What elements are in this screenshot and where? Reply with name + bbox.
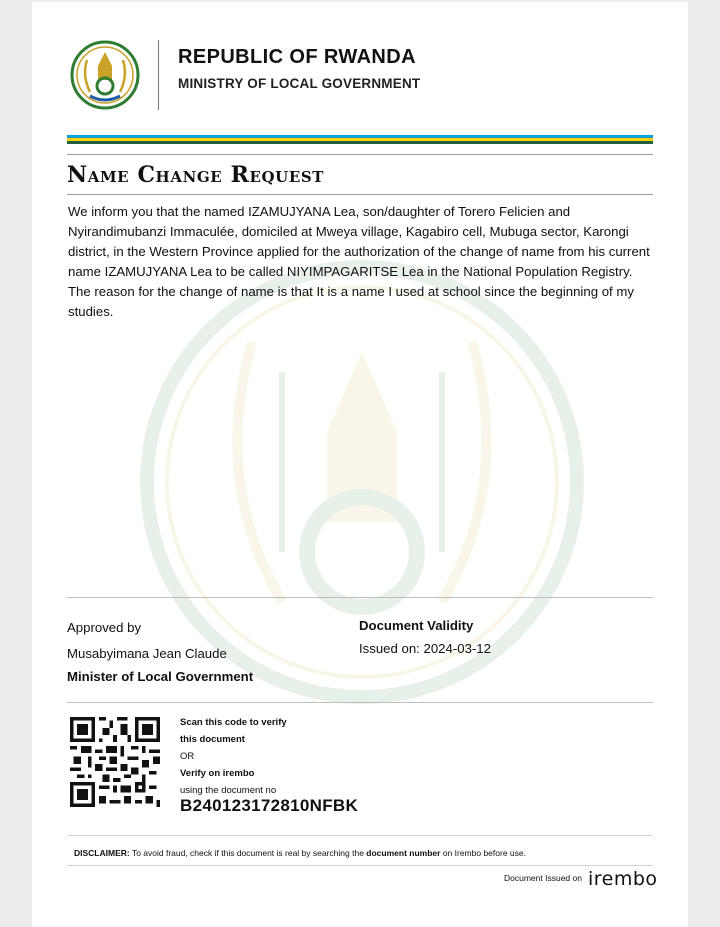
scan-line-1: Scan this code to verify: [180, 717, 287, 728]
document-page: [32, 2, 688, 927]
flag-stripes: [67, 135, 653, 144]
disclaimer-top-rule: [67, 835, 653, 836]
approver-name: Musabyimana Jean Claude: [67, 646, 227, 661]
validity-label: Document Validity: [359, 618, 474, 633]
qr-code-icon[interactable]: [70, 717, 160, 807]
scan-line-2: this document: [180, 734, 245, 745]
request-body: We inform you that the named IZAMUJYANA Lea, son/daughter of Torero Felicien and Nyirandimubanzi Immaculée, domiciled at Mweya village, Kagabiro cell, Mubuga sector, Karongi district, in the Western Province applied for the authorization of the change of name from his current name IZAMUJYANA Lea to be called NIYIMPAGARITSE Lea in the National Population Registry. The reason for the change of name is that It is a name I used at school since the beginning of my studies.: [68, 204, 650, 319]
rwanda-coat-of-arms-icon: [70, 40, 140, 110]
verify-on-irembo: Verify on irembo: [180, 768, 255, 779]
disclaimer-text-1: To avoid fraud, check if this document is real by searching the: [129, 848, 367, 858]
irembo-logo[interactable]: irembo: [588, 868, 658, 890]
disclaimer: [74, 848, 526, 858]
approved-by-label: Approved by: [67, 620, 142, 635]
header-divider: [158, 40, 159, 110]
disclaimer-label: DISCLAIMER:: [74, 848, 130, 858]
issued-date: Issued on: 2024-03-12: [359, 641, 491, 656]
title-rule: [67, 194, 653, 195]
ministry-name: MINISTRY OF LOCAL GOVERNMENT: [178, 76, 421, 91]
approver-title: Minister of Local Government: [67, 669, 254, 684]
country-name: REPUBLIC OF RWANDA: [178, 46, 416, 68]
using-document-no: using the document no: [180, 785, 277, 796]
stripe-green: [67, 141, 653, 144]
disclaimer-bottom-rule: [67, 865, 653, 866]
disclaimer-text-2: on Irembo before use.: [440, 848, 526, 858]
signature-rule: [67, 597, 653, 598]
header-rule: [67, 154, 653, 155]
disclaimer-bold: document number: [366, 848, 441, 858]
verification-instructions: [180, 714, 287, 799]
or-text: OR: [180, 751, 195, 762]
header: [70, 40, 660, 112]
document-number: B240123172810NFBK: [180, 796, 359, 815]
issued-on-label: Document Issued on: [504, 873, 582, 883]
page-title: Name Change Request: [67, 162, 325, 188]
verification-rule: [67, 702, 653, 703]
